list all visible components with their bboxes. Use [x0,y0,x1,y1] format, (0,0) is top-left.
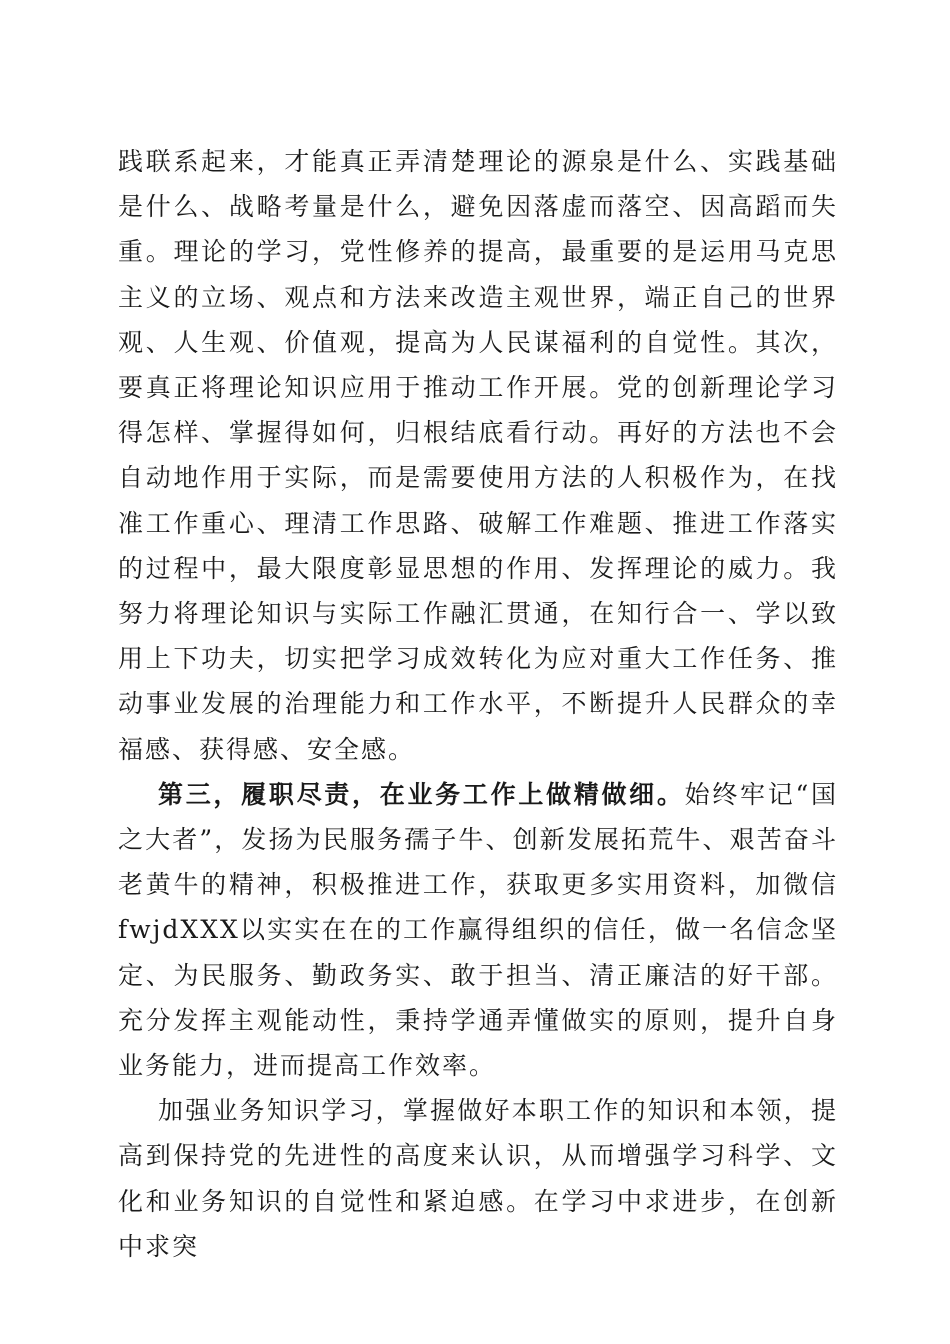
paragraph-heading: 第三，履职尽责，在业务工作上做精做细。 [158,779,685,809]
document-body [118,139,838,1269]
paragraph-continuation: 践联系起来，才能真正弄清楚理论的源泉是什么、实践基础是什么、战略考量是什么，避免因落虚而落空、因高蹈而失重。理论的学习，党性修养的提高，最重要的是运用马克思主义的立场、观点和方法来改造主观世界，端正自己的世界观、人生观、价值观，提高为人民谋福利的自觉性。其次，要真正将理论知识应用于推动工作开展。党的创新理论学习得怎样、掌握得如何，归根结底看行动。再好的方法也不会自动地作用于实际，而是需要使用方法的人积极作为，在找准工作重心、理清工作思路、破解工作难题、推进工作落实的过程中，最大限度彰显思想的作用、发挥理论的威力。我努力将理论知识与实际工作融汇贯通，在知行合一、学以致用上下功夫，切实把学习成效转化为应对重大工作任务、推动事业发展的治理能力和工作水平，不断提升人民群众的幸福感、获得感、安全感。 [118,147,838,764]
paragraph-body: 始终牢记“国之大者”，发扬为民服务孺子牛、创新发展拓荒牛、艰苦奋斗老黄牛的精神，积极推进工作，获取更多实用资料，加微信fwjdXXX以实实在在的工作赢得组织的信任，做一名信念坚定、为民服务、勤政务实、敢于担当、清正廉洁的好干部。充分发挥主观能动性，秉持学通弄懂做实的原则，提升自身业务能力，进而提高工作效率。 [118,779,838,1081]
paragraph-business-study: 加强业务知识学习，掌握做好本职工作的知识和本领，提高到保持党的先进性的高度来认识，从而增强学习科学、文化和业务知识的自觉性和紧迫感。在学习中求进步，在创新中求突 [118,1096,838,1261]
paragraph-third-point [118,772,838,1088]
